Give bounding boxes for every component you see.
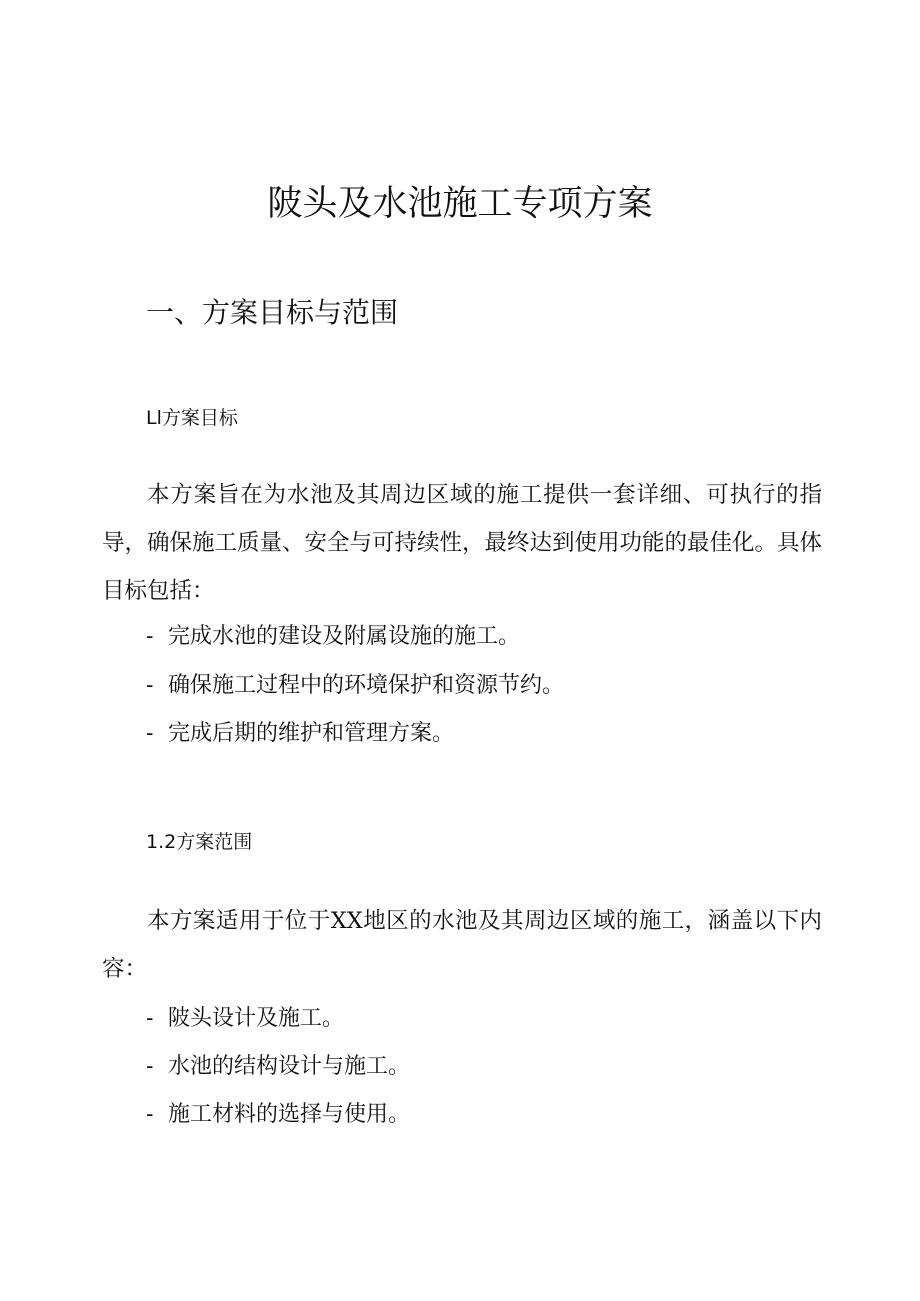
goals-paragraph: 本方案旨在为水池及其周边区域的施工提供一套详细、可执行的指导，确保施工质量、安全与可持续性，最终达到使用功能的最佳化。具体目标包括： xyxy=(102,482,823,604)
scope-list-item xyxy=(146,1100,410,1130)
scope-list-item xyxy=(146,1004,344,1034)
bullet-dash: - xyxy=(146,1054,154,1079)
scope-list-item xyxy=(146,1052,410,1082)
subsection-heading-goals: Ll方案目标 xyxy=(146,407,238,429)
bullet-dash: - xyxy=(146,721,154,746)
document-title: 陂头及水池施工专项方案 xyxy=(267,184,653,224)
goals-list-item xyxy=(146,622,520,652)
goals-list-item xyxy=(146,671,564,701)
bullet-dash: - xyxy=(146,673,154,698)
subsection-heading-scope: 1.2方案范围 xyxy=(146,831,253,853)
bullet-dash: - xyxy=(146,1102,154,1127)
list-item-text: 陂头设计及施工。 xyxy=(168,1006,345,1031)
list-item-text: 施工材料的选择与使用。 xyxy=(168,1102,411,1127)
list-item-text: 确保施工过程中的环境保护和资源节约。 xyxy=(168,673,565,698)
bullet-dash: - xyxy=(146,624,154,649)
goals-list-item xyxy=(146,719,454,749)
list-item-text: 完成后期的维护和管理方案。 xyxy=(168,721,455,746)
bullet-dash: - xyxy=(146,1006,154,1031)
section-heading: 一、方案目标与范围 xyxy=(146,296,399,329)
list-item-text: 完成水池的建设及附属设施的施工。 xyxy=(168,624,521,649)
scope-paragraph: 本方案适用于位于XX地区的水池及其周边区域的施工，涵盖以下内容： xyxy=(102,908,822,982)
list-item-text: 水池的结构设计与施工。 xyxy=(168,1054,411,1079)
